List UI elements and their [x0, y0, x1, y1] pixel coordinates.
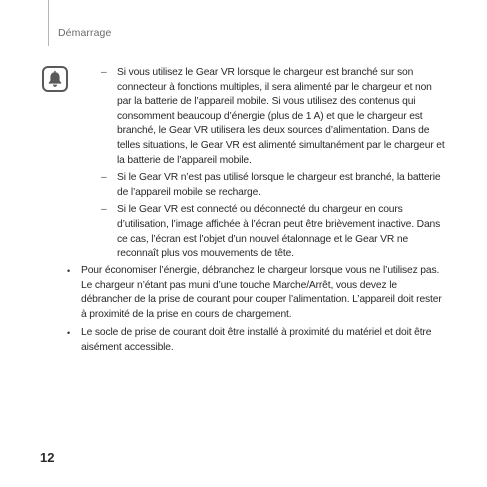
- page-number: 12: [40, 450, 55, 465]
- bullet-item: [67, 326, 447, 355]
- note-item: [101, 171, 446, 200]
- dash-marker: –: [101, 67, 107, 78]
- dash-marker: –: [101, 204, 107, 216]
- bullet-list: [67, 264, 447, 360]
- note-text: Si le Gear VR est connecté ou déconnecté du chargeur en cours d’utilisation, l’image affichée à l’écran peut être brièvement inactive. Dans ce cas, l’écran est l’objet d’un nouvel étalonnage et le Gear VR ne reconnaît plus vos mouvements de tête.: [117, 204, 441, 260]
- note-item: [101, 66, 446, 168]
- dash-marker: –: [101, 172, 107, 184]
- bullet-marker: •: [67, 328, 71, 339]
- bullet-text: Pour économiser l’énergie, débranchez le chargeur lorsque vous ne l’utilisez pas. Le chargeur n’étant pas muni d’une touche Marche/Arrêt, vous devez le débrancher de la prise de courant pour couper l’alimentation. L’appareil doit rester à proximité de la prise en cours de chargement.: [81, 265, 442, 320]
- header-divider: [48, 0, 49, 46]
- notification-bell-icon: [42, 66, 68, 92]
- bullet-item: [67, 264, 447, 322]
- note-item: [101, 203, 446, 261]
- notes-list: [101, 66, 446, 265]
- note-text: Si le Gear VR n’est pas utilisé lorsque le chargeur est branché, la batterie de l’appareil mobile se recharge.: [117, 172, 441, 198]
- bullet-marker: •: [67, 266, 71, 276]
- section-title: Démarrage: [58, 27, 112, 39]
- bullet-text: Le socle de prise de courant doit être installé à proximité du matériel et doit être aisément accessible.: [81, 327, 432, 353]
- note-text: Si vous utilisez le Gear VR lorsque le chargeur est branché sur son connecteur à fonctions multiples, il sera alimenté par le chargeur et non par la batterie de l’appareil mobile. Si vous utilisez des contenus qui consomment beaucoup d’énergie (plus de 1 A) et que le chargeur est branché, le Gear VR utilisera les deux sources d’alimentation. Dans de telles situations, le Gear VR est alimenté simultanément par le chargeur et la batterie de l’appareil mobile.: [117, 67, 445, 166]
